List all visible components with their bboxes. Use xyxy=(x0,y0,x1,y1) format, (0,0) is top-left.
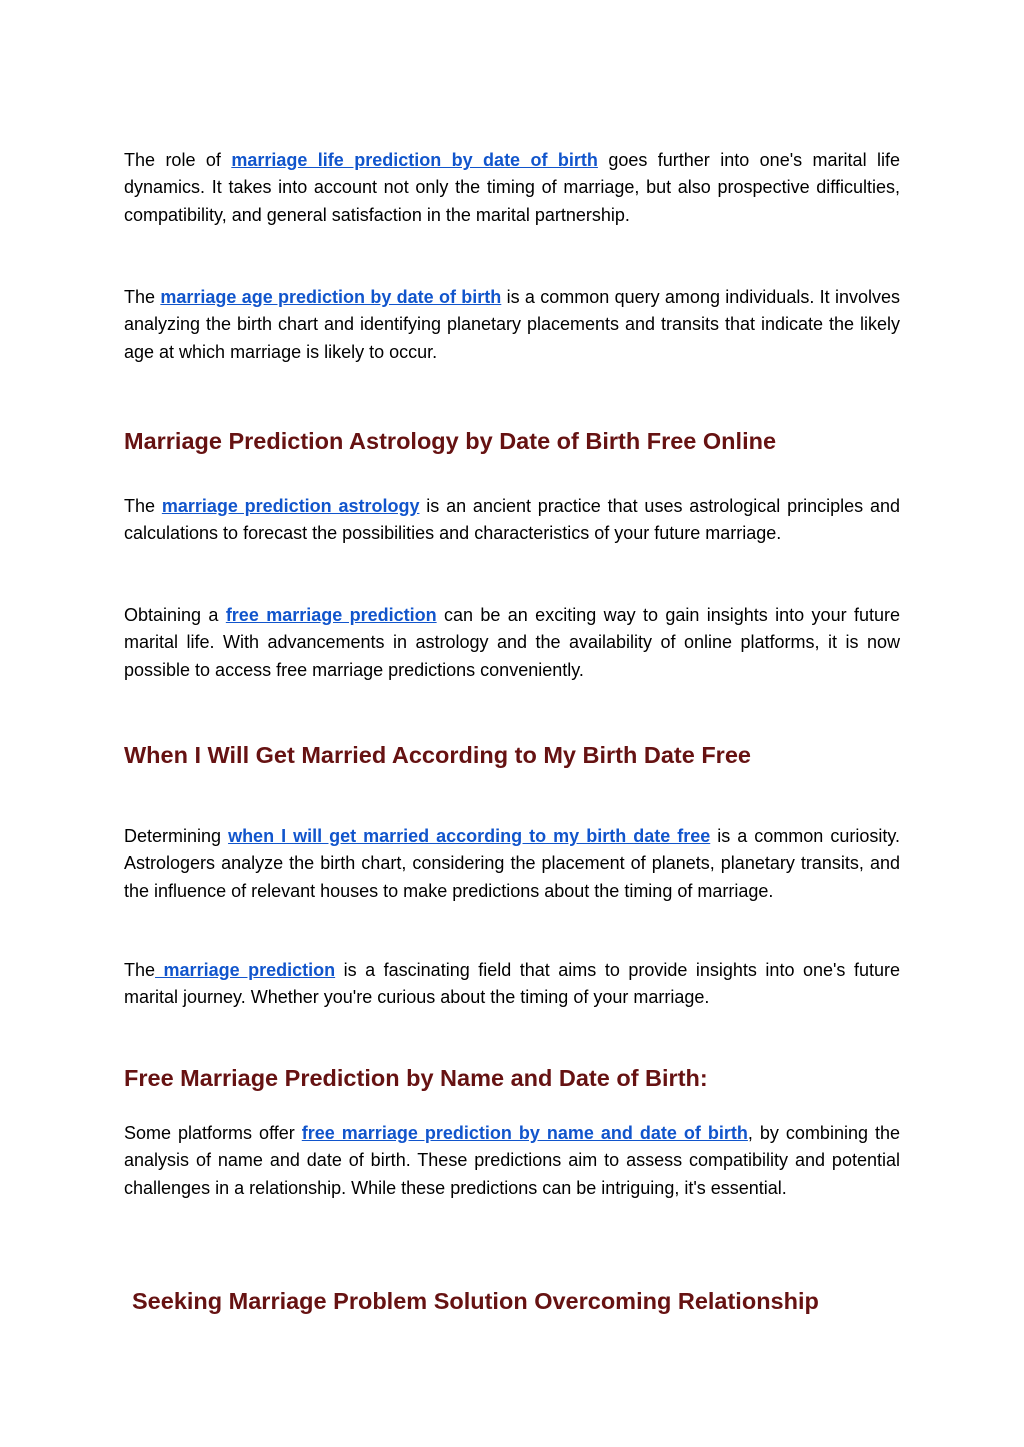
paragraph-text: Determining xyxy=(124,826,229,846)
paragraph-text: , by combining the analysis of name and date of birth. These predictions aim to assess compatibility and potential challenges in a relationship. While these predictions can be intriguing, it's essential. xyxy=(124,1123,901,1198)
link-marriage-life-prediction[interactable]: marriage life prediction by date of birth xyxy=(231,150,598,170)
paragraph-marriage-life xyxy=(124,147,900,229)
link-free-marriage-prediction[interactable]: free marriage prediction xyxy=(225,605,437,625)
paragraph-text: is a common query among individuals. It involves analyzing the birth chart and identifying planetary placements and transits that indicate the likely age at which marriage is likely to occur. xyxy=(124,287,900,362)
paragraph-text: Obtaining a xyxy=(124,605,226,625)
link-free-prediction-name-dob[interactable]: free marriage prediction by name and date of birth xyxy=(301,1123,748,1143)
paragraph-prediction-astrology xyxy=(124,493,900,548)
heading-when-married: When I Will Get Married According to My Birth Date Free xyxy=(124,742,751,768)
paragraph-text: The xyxy=(124,960,156,980)
paragraph-text: The xyxy=(124,287,161,307)
paragraph-text: is a common curiosity. Astrologers analyze the birth chart, considering the placement of planets, planetary transits, and the influence of relevant houses to make predictions about the timing of marriage. xyxy=(124,826,901,901)
paragraph-marriage-prediction xyxy=(124,957,900,1012)
link-marriage-prediction-astrology[interactable]: marriage prediction astrology xyxy=(161,496,420,516)
paragraph-text: The role of xyxy=(124,150,232,170)
paragraph-name-and-dob xyxy=(124,1120,900,1202)
heading-name-and-dob: Free Marriage Prediction by Name and Date of Birth: xyxy=(124,1065,708,1091)
link-marriage-age-prediction[interactable]: marriage age prediction by date of birth xyxy=(160,287,502,307)
link-when-will-get-married[interactable]: when I will get married according to my birth date free xyxy=(228,826,711,846)
paragraph-text: goes further into one's marital life dynamics. It takes into account not only the timing of marriage, but also prospective difficulties, compatibility, and general satisfaction in the marital partnership. xyxy=(124,150,901,225)
paragraph-text: Some platforms offer xyxy=(124,1123,302,1143)
paragraph-text: is an ancient practice that uses astrological principles and calculations to forecast the possibilities and characteristics of your future marriage. xyxy=(124,496,900,544)
paragraph-marriage-age xyxy=(124,284,900,366)
paragraph-free-prediction xyxy=(124,602,900,684)
paragraph-text: can be an exciting way to gain insights into your future marital life. With advancements in astrology and the availability of online platforms, it is now possible to access free marriage predictions conveniently. xyxy=(124,605,900,680)
paragraph-when-married xyxy=(124,823,900,905)
paragraph-text: is a fascinating field that aims to provide insights into one's future marital journey. Whether you're curious about the timing of your marriage. xyxy=(124,960,900,1008)
paragraph-text: The xyxy=(124,496,162,516)
link-marriage-prediction[interactable]: marriage prediction xyxy=(155,960,336,980)
heading-problem-solution: Seeking Marriage Problem Solution Overcoming Relationship xyxy=(132,1288,819,1314)
heading-prediction-astrology: Marriage Prediction Astrology by Date of Birth Free Online xyxy=(124,428,777,454)
